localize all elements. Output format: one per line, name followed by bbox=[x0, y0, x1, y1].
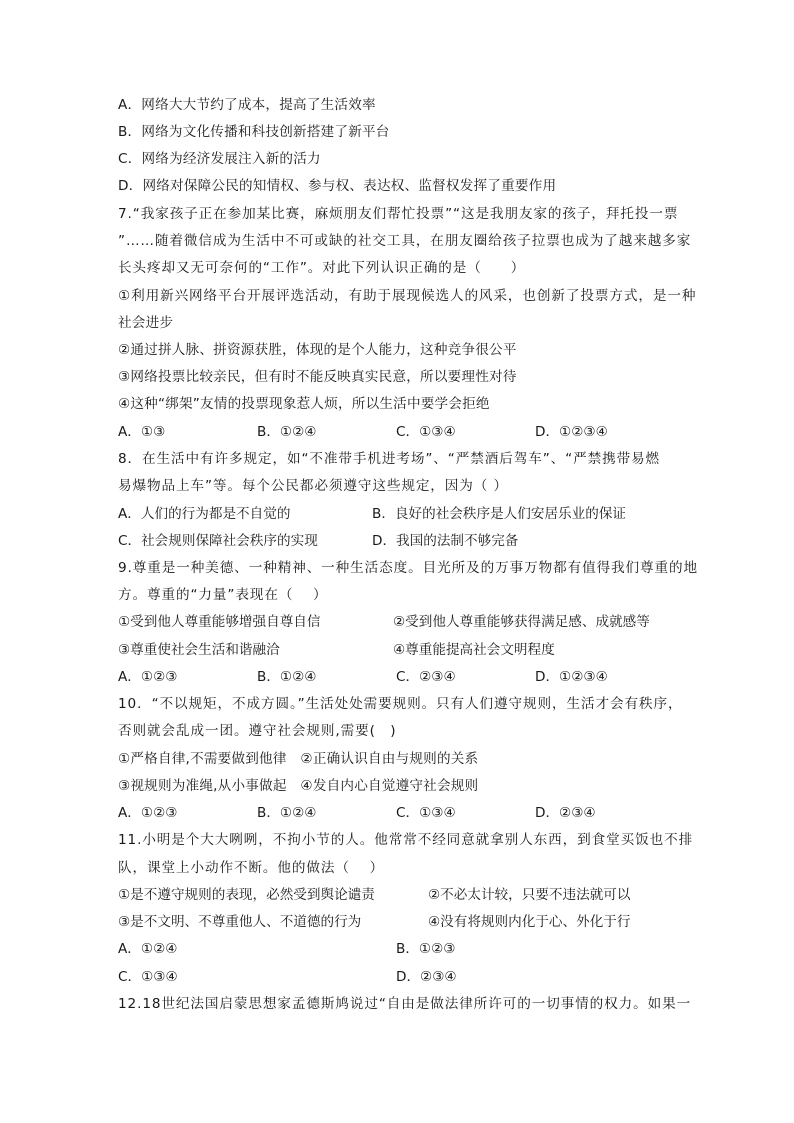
q8-option-a: A．人们的行为都是不自觉的 bbox=[118, 506, 291, 522]
q9-option-c: C．②③④ bbox=[396, 669, 456, 685]
q10-statements-row-1: ①严格自律,不需要做到他律 ②正确认识自由与规则的关系 bbox=[118, 751, 479, 767]
q8-stem-line-1: 8．在生活中有许多规定，如“不准带手机进考场”、“严禁酒后驾车”、“严禁携带易燃 bbox=[118, 451, 661, 467]
q9-statement-3: ③尊重使社会生活和谐融洽 bbox=[118, 642, 280, 658]
q9-option-d: D．①②③④ bbox=[535, 669, 608, 685]
q9-statement-1: ①受到他人尊重能够增强自尊自信 bbox=[118, 614, 321, 630]
q11-statement-3: ③是不文明、不尊重他人、不道德的行为 bbox=[118, 914, 362, 930]
q7-option-d: D．①②③④ bbox=[535, 424, 608, 440]
q11-statement-2: ②不必太计较，只要不违法就可以 bbox=[428, 887, 631, 903]
q9-stem-line-1: 9.尊重是一种美德、一种精神、一种生活态度。目光所及的万事万物都有值得我们尊重的地 bbox=[118, 560, 699, 576]
q9-statement-4: ④尊重能提高社会文明程度 bbox=[393, 642, 555, 658]
q7-option-b: B．①②④ bbox=[257, 424, 317, 440]
q11-option-d: D．②③④ bbox=[396, 969, 457, 985]
q11-option-b: B．①②③ bbox=[396, 941, 456, 957]
q7-statement-1-cont: 社会进步 bbox=[118, 315, 174, 331]
q7-statement-1: ①利用新兴网络平台开展评选活动，有助于展现候选人的风采，也创新了投票方式，是一种 bbox=[118, 288, 697, 304]
q9-stem-line-2: 方。尊重的“力量”表现在（ ） bbox=[118, 587, 328, 603]
q6-option-d: D．网络对保障公民的知情权、参与权、表达权、监督权发挥了重要作用 bbox=[118, 178, 557, 194]
q7-statement-4: ④这种“绑架”友情的投票现象惹人烦，所以生活中要学会拒绝 bbox=[118, 396, 490, 412]
q11-stem-line-2: 队，课堂上小动作不断。他的做法（ ） bbox=[118, 860, 385, 876]
q9-option-b: B．①②④ bbox=[257, 669, 317, 685]
q8-option-d: D．我国的法制不够完备 bbox=[372, 533, 519, 549]
q11-option-c: C．①③④ bbox=[118, 969, 178, 985]
q7-statement-3: ③网络投票比较亲民，但有时不能反映真实民意，所以要理性对待 bbox=[118, 369, 517, 385]
q7-stem-line-3: 长头疼却又无可奈何的“工作”。对此下列认识正确的是（ ） bbox=[118, 260, 526, 276]
q8-option-b: B．良好的社会秩序是人们安居乐业的保证 bbox=[372, 506, 627, 522]
q8-option-c: C．社会规则保障社会秩序的实现 bbox=[118, 533, 318, 549]
q10-option-d: D．②③④ bbox=[535, 805, 596, 821]
q7-stem-line-1: 7.“我家孩子正在参加某比赛，麻烦朋友们帮忙投票”“这是我朋友家的孩子，拜托投一票 bbox=[118, 206, 679, 222]
q10-option-b: B．①②④ bbox=[257, 805, 317, 821]
q10-option-a: A．①②③ bbox=[118, 805, 178, 821]
q12-stem-line-1: 12.18世纪法国启蒙思想家孟德斯鸠说过“自由是做法律所许可的一切事情的权力。如果一 bbox=[118, 996, 692, 1012]
q7-option-a: A．①③ bbox=[118, 424, 166, 440]
q11-option-a: A．①②④ bbox=[118, 941, 178, 957]
q11-stem-line-1: 11.小明是个大大咧咧，不拘小节的人。他常常不经同意就拿别人东西，到食堂买饭也不排 bbox=[118, 832, 694, 848]
q7-statement-2: ②通过拼人脉、拼资源获胜，体现的是个人能力，这种竞争很公平 bbox=[118, 342, 517, 358]
q10-option-c: C．①③④ bbox=[396, 805, 456, 821]
q6-option-b: B．网络为文化传播和科技创新搭建了新平台 bbox=[118, 124, 390, 140]
q8-stem-line-2: 易爆物品上车”等。每个公民都必须遵守这些规定，因为（ ） bbox=[118, 478, 508, 494]
q10-stem-line-1: 10．“不以规矩，不成方圆。”生活处处需要规则。只有人们遵守规则，生活才会有秩序， bbox=[118, 696, 683, 712]
q6-option-a: A．网络大大节约了成本，提高了生活效率 bbox=[118, 97, 376, 113]
q11-statement-1: ①是不遵守规则的表现，必然受到舆论谴责 bbox=[118, 887, 375, 903]
q6-option-c: C．网络为经济发展注入新的活力 bbox=[118, 151, 321, 167]
q10-stem-line-2: 否则就会乱成一团。遵守社会规则,需要( ) bbox=[118, 723, 397, 739]
q9-option-a: A．①②③ bbox=[118, 669, 178, 685]
q10-statements-row-2: ③视规则为准绳,从小事做起 ④发自内心自觉遵守社会规则 bbox=[118, 778, 479, 794]
q7-stem-line-2: ”……随着微信成为生活中不可或缺的社交工具，在朋友圈给孩子拉票也成为了越来越多家 bbox=[118, 233, 692, 249]
q11-statement-4: ④没有将规则内化于心、外化于行 bbox=[428, 914, 631, 930]
q9-statement-2: ②受到他人尊重能够获得满足感、成就感等 bbox=[393, 614, 650, 630]
q7-option-c: C．①③④ bbox=[396, 424, 456, 440]
